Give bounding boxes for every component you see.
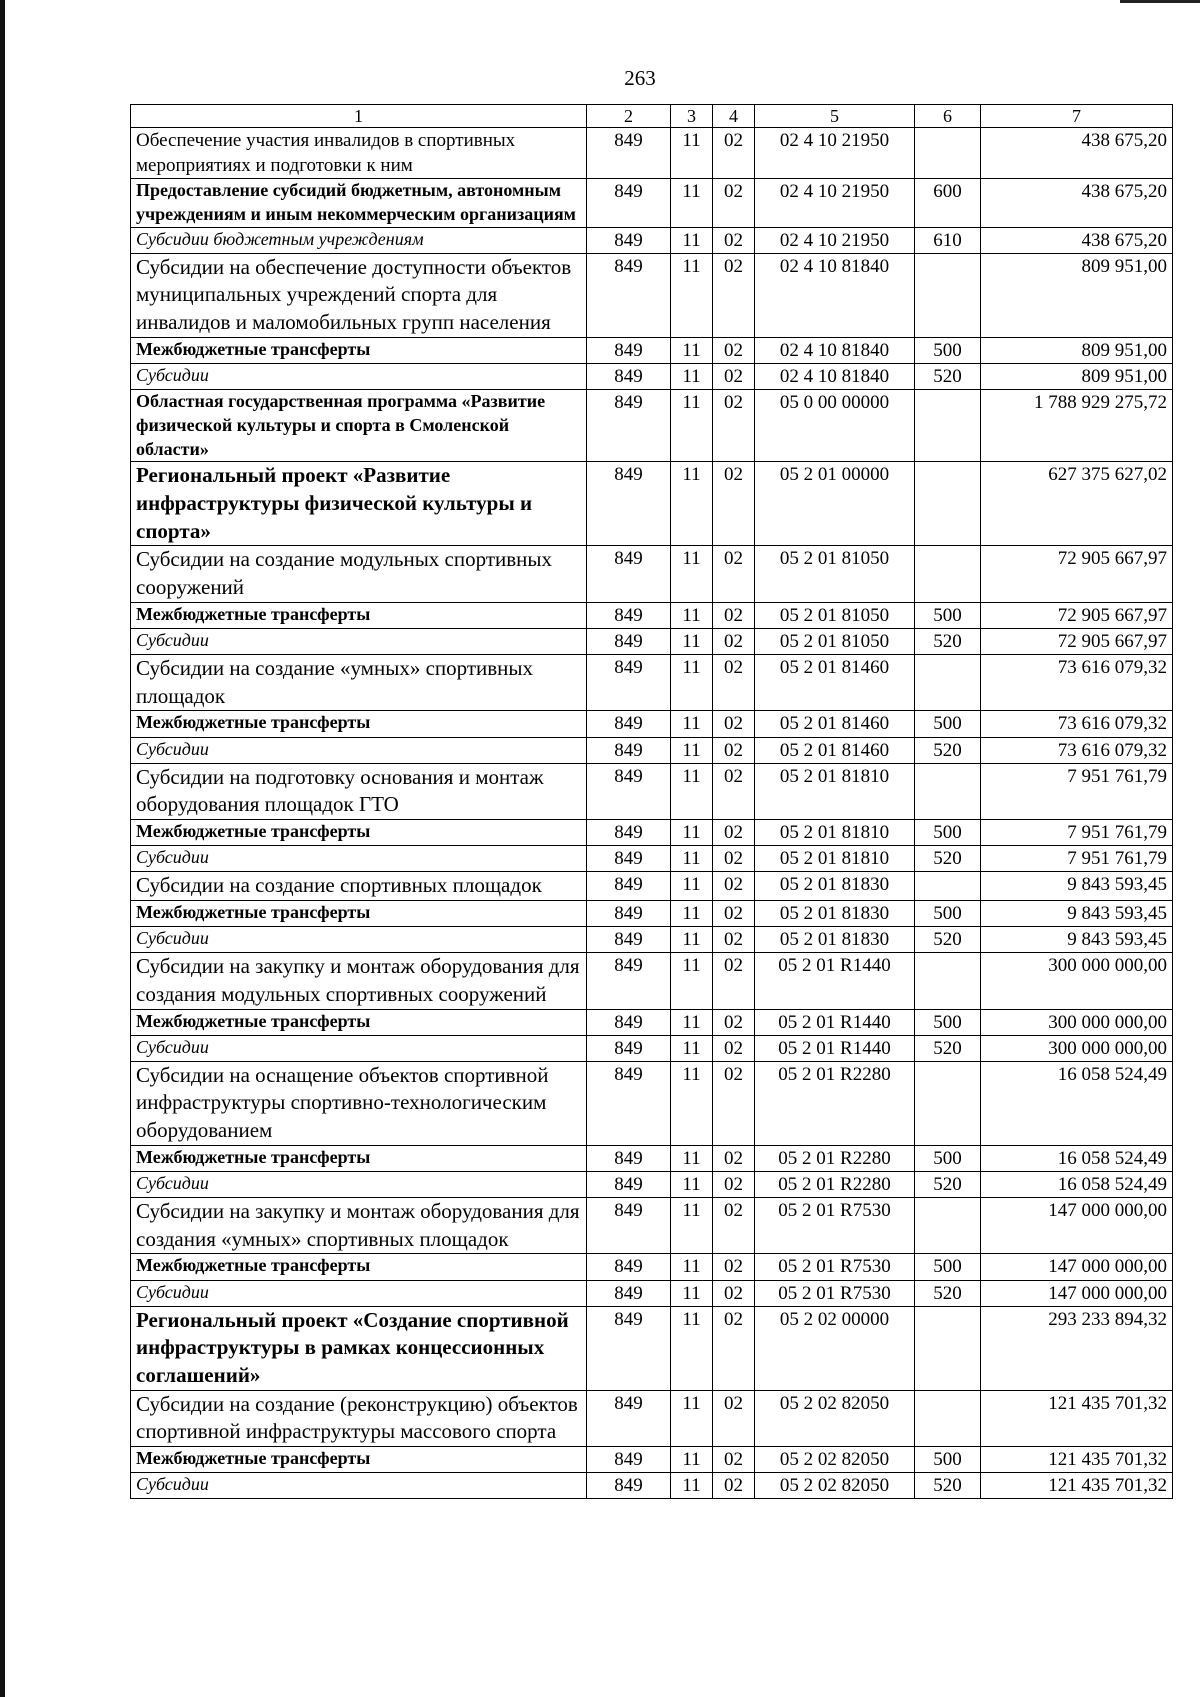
amount-cell: 147 000 000,00 xyxy=(981,1198,1173,1254)
section-code-cell: 11 xyxy=(671,737,713,763)
row-name-cell: Субсидии на создание «умных» спортивных площадок xyxy=(131,655,587,711)
table-row xyxy=(131,1447,1173,1473)
table-row xyxy=(131,462,1173,546)
table-row xyxy=(131,1306,1173,1390)
expense-type-cell: 500 xyxy=(915,820,981,846)
ministry-code-cell: 849 xyxy=(587,1171,671,1197)
amount-cell: 300 000 000,00 xyxy=(981,1035,1173,1061)
section-code-cell: 11 xyxy=(671,900,713,926)
ministry-code-cell: 849 xyxy=(587,1390,671,1446)
amount-cell: 73 616 079,32 xyxy=(981,711,1173,737)
target-article-cell: 05 2 02 82050 xyxy=(755,1473,915,1499)
section-code-cell: 11 xyxy=(671,1306,713,1390)
target-article-cell: 05 2 02 82050 xyxy=(755,1390,915,1446)
subsection-code-cell: 02 xyxy=(713,1035,755,1061)
table-row xyxy=(131,363,1173,389)
expense-type-cell: 520 xyxy=(915,846,981,872)
subsection-code-cell: 02 xyxy=(713,1061,755,1145)
expense-type-cell xyxy=(915,128,981,179)
section-code-cell: 11 xyxy=(671,1061,713,1145)
row-name-cell: Субсидии xyxy=(131,1280,587,1306)
ministry-code-cell: 849 xyxy=(587,363,671,389)
expense-type-cell xyxy=(915,390,981,462)
amount-cell: 809 951,00 xyxy=(981,337,1173,363)
ministry-code-cell: 849 xyxy=(587,179,671,228)
amount-cell: 16 058 524,49 xyxy=(981,1061,1173,1145)
section-code-cell: 11 xyxy=(671,462,713,546)
ministry-code-cell: 849 xyxy=(587,900,671,926)
row-name-cell: Субсидии на подготовку основания и монтаж оборудования площадок ГТО xyxy=(131,763,587,819)
subsection-code-cell: 02 xyxy=(713,846,755,872)
column-header: 7 xyxy=(981,105,1173,128)
target-article-cell: 05 2 01 R2280 xyxy=(755,1145,915,1171)
expense-type-cell: 500 xyxy=(915,1447,981,1473)
amount-cell: 7 951 761,79 xyxy=(981,820,1173,846)
amount-cell: 72 905 667,97 xyxy=(981,602,1173,628)
row-name-cell: Областная государственная программа «Развитие физической культуры и спорта в Смоленской области» xyxy=(131,390,587,462)
ministry-code-cell: 849 xyxy=(587,1145,671,1171)
ministry-code-cell: 849 xyxy=(587,1306,671,1390)
amount-cell: 73 616 079,32 xyxy=(981,655,1173,711)
target-article-cell: 02 4 10 21950 xyxy=(755,128,915,179)
ministry-code-cell: 849 xyxy=(587,253,671,337)
target-article-cell: 05 2 01 81830 xyxy=(755,872,915,901)
expense-type-cell xyxy=(915,1306,981,1390)
subsection-code-cell: 02 xyxy=(713,1473,755,1499)
table-row xyxy=(131,1171,1173,1197)
target-article-cell: 05 2 01 81460 xyxy=(755,655,915,711)
target-article-cell: 02 4 10 21950 xyxy=(755,227,915,253)
table-row xyxy=(131,1390,1173,1446)
table-row xyxy=(131,1009,1173,1035)
target-article-cell: 05 2 01 R7530 xyxy=(755,1280,915,1306)
amount-cell: 121 435 701,32 xyxy=(981,1473,1173,1499)
table-row xyxy=(131,337,1173,363)
row-name-cell: Межбюджетные трансферты xyxy=(131,1254,587,1280)
amount-cell: 438 675,20 xyxy=(981,128,1173,179)
section-code-cell: 11 xyxy=(671,602,713,628)
target-article-cell: 05 2 01 81050 xyxy=(755,628,915,654)
row-name-cell: Субсидии на закупку и монтаж оборудования для создания «умных» спортивных площадок xyxy=(131,1198,587,1254)
table-row xyxy=(131,737,1173,763)
target-article-cell: 05 2 01 81810 xyxy=(755,820,915,846)
table-body xyxy=(131,128,1173,1499)
ministry-code-cell: 849 xyxy=(587,1035,671,1061)
row-name-cell: Субсидии на создание модульных спортивных сооружений xyxy=(131,546,587,602)
section-code-cell: 11 xyxy=(671,711,713,737)
expense-type-cell xyxy=(915,872,981,901)
row-name-cell: Субсидии xyxy=(131,846,587,872)
expense-type-cell: 520 xyxy=(915,363,981,389)
section-code-cell: 11 xyxy=(671,128,713,179)
subsection-code-cell: 02 xyxy=(713,462,755,546)
table-row xyxy=(131,1035,1173,1061)
row-name-cell: Межбюджетные трансферты xyxy=(131,1447,587,1473)
amount-cell: 809 951,00 xyxy=(981,363,1173,389)
target-article-cell: 05 2 01 81460 xyxy=(755,737,915,763)
table-row xyxy=(131,927,1173,953)
target-article-cell: 05 2 01 81810 xyxy=(755,846,915,872)
ministry-code-cell: 849 xyxy=(587,602,671,628)
target-article-cell: 05 2 01 R1440 xyxy=(755,1009,915,1035)
target-article-cell: 05 2 01 R1440 xyxy=(755,953,915,1009)
column-header: 2 xyxy=(587,105,671,128)
subsection-code-cell: 02 xyxy=(713,1145,755,1171)
expense-type-cell xyxy=(915,763,981,819)
section-code-cell: 11 xyxy=(671,337,713,363)
subsection-code-cell: 02 xyxy=(713,128,755,179)
row-name-cell: Субсидии xyxy=(131,628,587,654)
section-code-cell: 11 xyxy=(671,846,713,872)
ministry-code-cell: 849 xyxy=(587,763,671,819)
table-row xyxy=(131,1473,1173,1499)
section-code-cell: 11 xyxy=(671,1035,713,1061)
amount-cell: 16 058 524,49 xyxy=(981,1145,1173,1171)
amount-cell: 121 435 701,32 xyxy=(981,1447,1173,1473)
subsection-code-cell: 02 xyxy=(713,927,755,953)
target-article-cell: 05 2 01 R2280 xyxy=(755,1171,915,1197)
expense-type-cell: 520 xyxy=(915,628,981,654)
subsection-code-cell: 02 xyxy=(713,763,755,819)
expense-type-cell xyxy=(915,655,981,711)
section-code-cell: 11 xyxy=(671,927,713,953)
ministry-code-cell: 849 xyxy=(587,227,671,253)
subsection-code-cell: 02 xyxy=(713,337,755,363)
table-row xyxy=(131,390,1173,462)
amount-cell: 147 000 000,00 xyxy=(981,1254,1173,1280)
row-name-cell: Субсидии xyxy=(131,363,587,389)
amount-cell: 438 675,20 xyxy=(981,179,1173,228)
amount-cell: 7 951 761,79 xyxy=(981,846,1173,872)
section-code-cell: 11 xyxy=(671,1473,713,1499)
section-code-cell: 11 xyxy=(671,655,713,711)
subsection-code-cell: 02 xyxy=(713,1198,755,1254)
section-code-cell: 11 xyxy=(671,253,713,337)
table-row xyxy=(131,227,1173,253)
target-article-cell: 02 4 10 81840 xyxy=(755,363,915,389)
amount-cell: 7 951 761,79 xyxy=(981,763,1173,819)
table-row xyxy=(131,1061,1173,1145)
target-article-cell: 05 2 01 81810 xyxy=(755,763,915,819)
expense-type-cell: 520 xyxy=(915,1473,981,1499)
row-name-cell: Субсидии xyxy=(131,737,587,763)
row-name-cell: Субсидии xyxy=(131,1171,587,1197)
target-article-cell: 05 2 01 81460 xyxy=(755,711,915,737)
table-row xyxy=(131,846,1173,872)
column-header: 4 xyxy=(713,105,755,128)
expense-type-cell: 500 xyxy=(915,602,981,628)
row-name-cell: Субсидии на закупку и монтаж оборудования для создания модульных спортивных сооружений xyxy=(131,953,587,1009)
row-name-cell: Субсидии на оснащение объектов спортивной инфраструктуры спортивно-технологическим оборудованием xyxy=(131,1061,587,1145)
table-row xyxy=(131,253,1173,337)
section-code-cell: 11 xyxy=(671,1447,713,1473)
ministry-code-cell: 849 xyxy=(587,953,671,1009)
amount-cell: 9 843 593,45 xyxy=(981,872,1173,901)
table-row xyxy=(131,953,1173,1009)
subsection-code-cell: 02 xyxy=(713,628,755,654)
ministry-code-cell: 849 xyxy=(587,820,671,846)
table-row xyxy=(131,872,1173,901)
expense-type-cell: 500 xyxy=(915,900,981,926)
subsection-code-cell: 02 xyxy=(713,953,755,1009)
row-name-cell: Межбюджетные трансферты xyxy=(131,1145,587,1171)
amount-cell: 72 905 667,97 xyxy=(981,546,1173,602)
target-article-cell: 05 2 02 00000 xyxy=(755,1306,915,1390)
amount-cell: 293 233 894,32 xyxy=(981,1306,1173,1390)
amount-cell: 438 675,20 xyxy=(981,227,1173,253)
amount-cell: 147 000 000,00 xyxy=(981,1280,1173,1306)
amount-cell: 16 058 524,49 xyxy=(981,1171,1173,1197)
row-name-cell: Предоставление субсидий бюджетным, автономным учреждениям и иным некоммерческим организациям xyxy=(131,179,587,228)
expense-type-cell: 500 xyxy=(915,337,981,363)
ministry-code-cell: 849 xyxy=(587,1254,671,1280)
row-name-cell: Межбюджетные трансферты xyxy=(131,711,587,737)
amount-cell: 121 435 701,32 xyxy=(981,1390,1173,1446)
target-article-cell: 05 2 01 81050 xyxy=(755,546,915,602)
subsection-code-cell: 02 xyxy=(713,711,755,737)
subsection-code-cell: 02 xyxy=(713,655,755,711)
row-name-cell: Субсидии бюджетным учреждениям xyxy=(131,227,587,253)
ministry-code-cell: 849 xyxy=(587,927,671,953)
amount-cell: 9 843 593,45 xyxy=(981,927,1173,953)
subsection-code-cell: 02 xyxy=(713,363,755,389)
column-header: 5 xyxy=(755,105,915,128)
ministry-code-cell: 849 xyxy=(587,846,671,872)
expense-type-cell xyxy=(915,546,981,602)
table-row xyxy=(131,628,1173,654)
subsection-code-cell: 02 xyxy=(713,820,755,846)
table-row xyxy=(131,763,1173,819)
section-code-cell: 11 xyxy=(671,1009,713,1035)
subsection-code-cell: 02 xyxy=(713,1306,755,1390)
subsection-code-cell: 02 xyxy=(713,546,755,602)
ministry-code-cell: 849 xyxy=(587,546,671,602)
ministry-code-cell: 849 xyxy=(587,872,671,901)
section-code-cell: 11 xyxy=(671,1280,713,1306)
subsection-code-cell: 02 xyxy=(713,1390,755,1446)
section-code-cell: 11 xyxy=(671,363,713,389)
subsection-code-cell: 02 xyxy=(713,227,755,253)
ministry-code-cell: 849 xyxy=(587,655,671,711)
section-code-cell: 11 xyxy=(671,1171,713,1197)
ministry-code-cell: 849 xyxy=(587,628,671,654)
section-code-cell: 11 xyxy=(671,1198,713,1254)
table-row xyxy=(131,602,1173,628)
section-code-cell: 11 xyxy=(671,820,713,846)
row-name-cell: Региональный проект «Развитие инфраструктуры физической культуры и спорта» xyxy=(131,462,587,546)
ministry-code-cell: 849 xyxy=(587,1447,671,1473)
subsection-code-cell: 02 xyxy=(713,390,755,462)
ministry-code-cell: 849 xyxy=(587,737,671,763)
ministry-code-cell: 849 xyxy=(587,1198,671,1254)
row-name-cell: Обеспечение участия инвалидов в спортивных мероприятиях и подготовки к ним xyxy=(131,128,587,179)
table-row xyxy=(131,1280,1173,1306)
amount-cell: 300 000 000,00 xyxy=(981,1009,1173,1035)
table-row xyxy=(131,128,1173,179)
column-header: 1 xyxy=(131,105,587,128)
budget-table xyxy=(130,104,1173,1499)
table-row xyxy=(131,711,1173,737)
target-article-cell: 05 2 01 R7530 xyxy=(755,1254,915,1280)
subsection-code-cell: 02 xyxy=(713,1280,755,1306)
table-row xyxy=(131,546,1173,602)
row-name-cell: Субсидии xyxy=(131,1035,587,1061)
section-code-cell: 11 xyxy=(671,628,713,654)
subsection-code-cell: 02 xyxy=(713,872,755,901)
section-code-cell: 11 xyxy=(671,390,713,462)
ministry-code-cell: 849 xyxy=(587,128,671,179)
amount-cell: 1 788 929 275,72 xyxy=(981,390,1173,462)
subsection-code-cell: 02 xyxy=(713,1447,755,1473)
ministry-code-cell: 849 xyxy=(587,1009,671,1035)
amount-cell: 72 905 667,97 xyxy=(981,628,1173,654)
section-code-cell: 11 xyxy=(671,546,713,602)
section-code-cell: 11 xyxy=(671,1390,713,1446)
expense-type-cell: 520 xyxy=(915,927,981,953)
ministry-code-cell: 849 xyxy=(587,1061,671,1145)
expense-type-cell: 610 xyxy=(915,227,981,253)
row-name-cell: Субсидии на создание (реконструкцию) объектов спортивной инфраструктуры массового спорта xyxy=(131,1390,587,1446)
ministry-code-cell: 849 xyxy=(587,711,671,737)
expense-type-cell: 500 xyxy=(915,1145,981,1171)
section-code-cell: 11 xyxy=(671,953,713,1009)
expense-type-cell xyxy=(915,462,981,546)
target-article-cell: 02 4 10 81840 xyxy=(755,253,915,337)
expense-type-cell: 600 xyxy=(915,179,981,228)
expense-type-cell xyxy=(915,1390,981,1446)
amount-cell: 9 843 593,45 xyxy=(981,900,1173,926)
section-code-cell: 11 xyxy=(671,1254,713,1280)
target-article-cell: 05 2 01 81830 xyxy=(755,927,915,953)
table-row xyxy=(131,1145,1173,1171)
expense-type-cell: 500 xyxy=(915,1009,981,1035)
ministry-code-cell: 849 xyxy=(587,390,671,462)
expense-type-cell: 520 xyxy=(915,1171,981,1197)
target-article-cell: 05 2 01 R2280 xyxy=(755,1061,915,1145)
target-article-cell: 05 0 00 00000 xyxy=(755,390,915,462)
table-header-row xyxy=(131,105,1173,128)
row-name-cell: Региональный проект «Создание спортивной инфраструктуры в рамках концессионных соглашений» xyxy=(131,1306,587,1390)
target-article-cell: 05 2 01 R1440 xyxy=(755,1035,915,1061)
expense-type-cell xyxy=(915,953,981,1009)
row-name-cell: Субсидии xyxy=(131,1473,587,1499)
column-header: 3 xyxy=(671,105,713,128)
subsection-code-cell: 02 xyxy=(713,1254,755,1280)
table-row xyxy=(131,900,1173,926)
subsection-code-cell: 02 xyxy=(713,1009,755,1035)
column-header: 6 xyxy=(915,105,981,128)
table-row xyxy=(131,1254,1173,1280)
target-article-cell: 05 2 01 81830 xyxy=(755,900,915,926)
subsection-code-cell: 02 xyxy=(713,737,755,763)
subsection-code-cell: 02 xyxy=(713,179,755,228)
amount-cell: 73 616 079,32 xyxy=(981,737,1173,763)
target-article-cell: 05 2 01 R7530 xyxy=(755,1198,915,1254)
row-name-cell: Межбюджетные трансферты xyxy=(131,602,587,628)
expense-type-cell xyxy=(915,253,981,337)
ministry-code-cell: 849 xyxy=(587,1280,671,1306)
section-code-cell: 11 xyxy=(671,179,713,228)
section-code-cell: 11 xyxy=(671,872,713,901)
row-name-cell: Межбюджетные трансферты xyxy=(131,820,587,846)
ministry-code-cell: 849 xyxy=(587,337,671,363)
target-article-cell: 05 2 01 00000 xyxy=(755,462,915,546)
table-row xyxy=(131,820,1173,846)
scan-edge xyxy=(0,0,5,1697)
ministry-code-cell: 849 xyxy=(587,1473,671,1499)
row-name-cell: Субсидии xyxy=(131,927,587,953)
expense-type-cell: 520 xyxy=(915,1035,981,1061)
target-article-cell: 02 4 10 21950 xyxy=(755,179,915,228)
row-name-cell: Субсидии на создание спортивных площадок xyxy=(131,872,587,901)
section-code-cell: 11 xyxy=(671,763,713,819)
ministry-code-cell: 849 xyxy=(587,462,671,546)
table-row xyxy=(131,1198,1173,1254)
table-row xyxy=(131,179,1173,228)
amount-cell: 809 951,00 xyxy=(981,253,1173,337)
target-article-cell: 05 2 01 81050 xyxy=(755,602,915,628)
row-name-cell: Межбюджетные трансферты xyxy=(131,900,587,926)
page-number: 263 xyxy=(624,66,656,90)
section-code-cell: 11 xyxy=(671,227,713,253)
target-article-cell: 05 2 02 82050 xyxy=(755,1447,915,1473)
target-article-cell: 02 4 10 81840 xyxy=(755,337,915,363)
expense-type-cell: 520 xyxy=(915,1280,981,1306)
row-name-cell: Межбюджетные трансферты xyxy=(131,337,587,363)
amount-cell: 627 375 627,02 xyxy=(981,462,1173,546)
subsection-code-cell: 02 xyxy=(713,253,755,337)
expense-type-cell: 500 xyxy=(915,1254,981,1280)
expense-type-cell xyxy=(915,1198,981,1254)
subsection-code-cell: 02 xyxy=(713,1171,755,1197)
section-code-cell: 11 xyxy=(671,1145,713,1171)
row-name-cell: Межбюджетные трансферты xyxy=(131,1009,587,1035)
expense-type-cell xyxy=(915,1061,981,1145)
table-row xyxy=(131,655,1173,711)
expense-type-cell: 520 xyxy=(915,737,981,763)
row-name-cell: Субсидии на обеспечение доступности объектов муниципальных учреждений спорта для инвалидов и маломобильных групп населения xyxy=(131,253,587,337)
expense-type-cell: 500 xyxy=(915,711,981,737)
subsection-code-cell: 02 xyxy=(713,900,755,926)
amount-cell: 300 000 000,00 xyxy=(981,953,1173,1009)
scan-top-mark xyxy=(1120,0,1200,3)
subsection-code-cell: 02 xyxy=(713,602,755,628)
